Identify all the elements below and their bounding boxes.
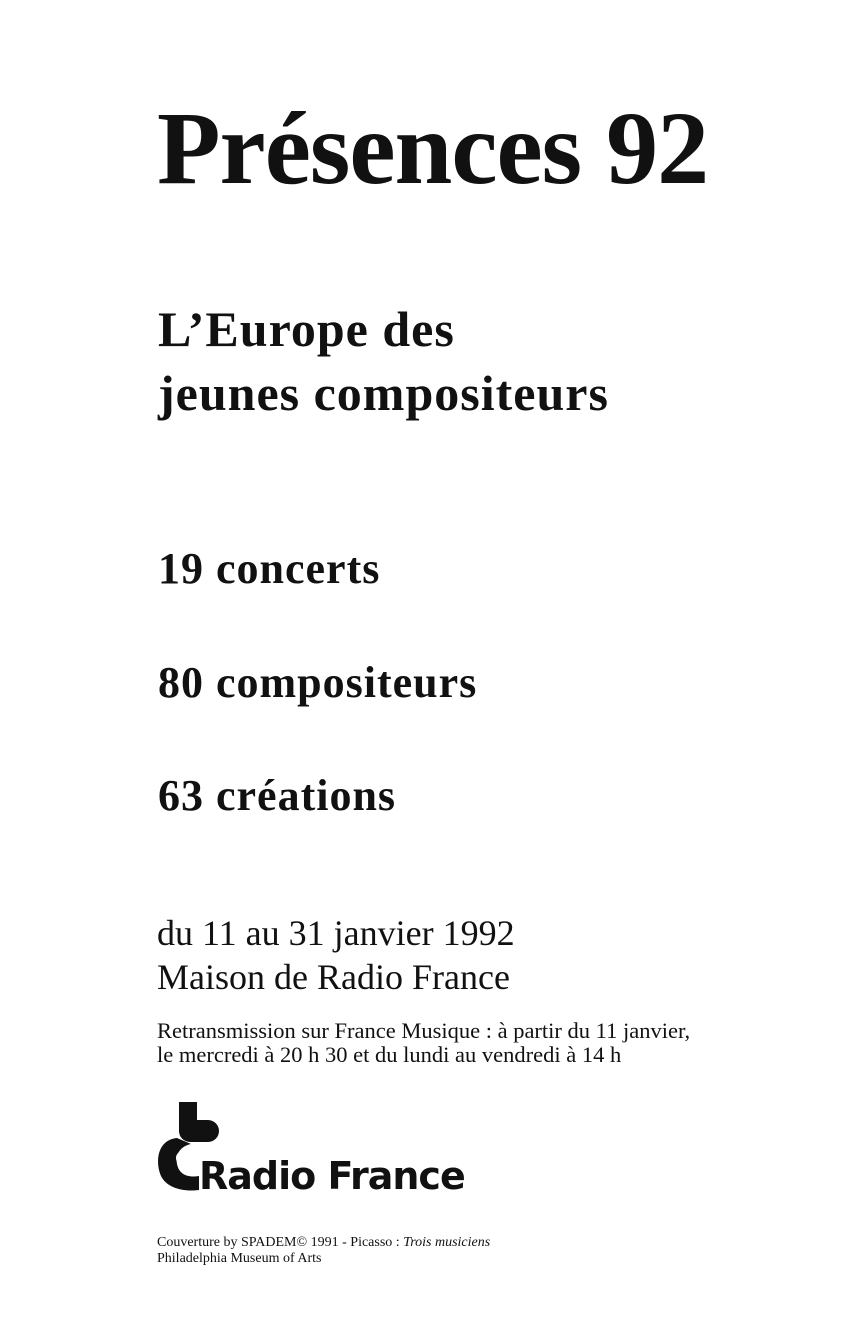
stat-compositeurs: 80 compositeurs (158, 658, 478, 707)
credits-artwork-title: Trois musiciens (403, 1235, 491, 1250)
cover-credits (157, 1235, 490, 1267)
subtitle-line-2: jeunes compositeurs (158, 365, 609, 421)
subtitle-line-1: L’Europe des (158, 301, 455, 357)
credits-line-2: Philadelphia Museum of Arts (157, 1251, 322, 1266)
radio-france-logo-text: Radio France (199, 1154, 465, 1198)
event-venue: Maison de Radio France (157, 957, 510, 997)
credits-copyright: Couverture by SPADEM© 1991 - Picasso : (157, 1235, 404, 1250)
event-dates: du 11 au 31 janvier 1992 (157, 913, 515, 953)
stat-creations: 63 créations (158, 771, 397, 820)
page-title: Présences 92 (157, 91, 709, 206)
broadcast-info (157, 1019, 690, 1067)
event-info (157, 911, 515, 999)
stat-concerts: 19 concerts (158, 544, 381, 593)
subtitle (158, 297, 609, 425)
credits-line-1 (157, 1235, 490, 1251)
broadcast-line-1: Retransmission sur France Musique : à partir du 11 janvier, (157, 1018, 691, 1043)
broadcast-line-2: le mercredi à 20 h 30 et du lundi au vendredi à 14 h (157, 1042, 622, 1067)
